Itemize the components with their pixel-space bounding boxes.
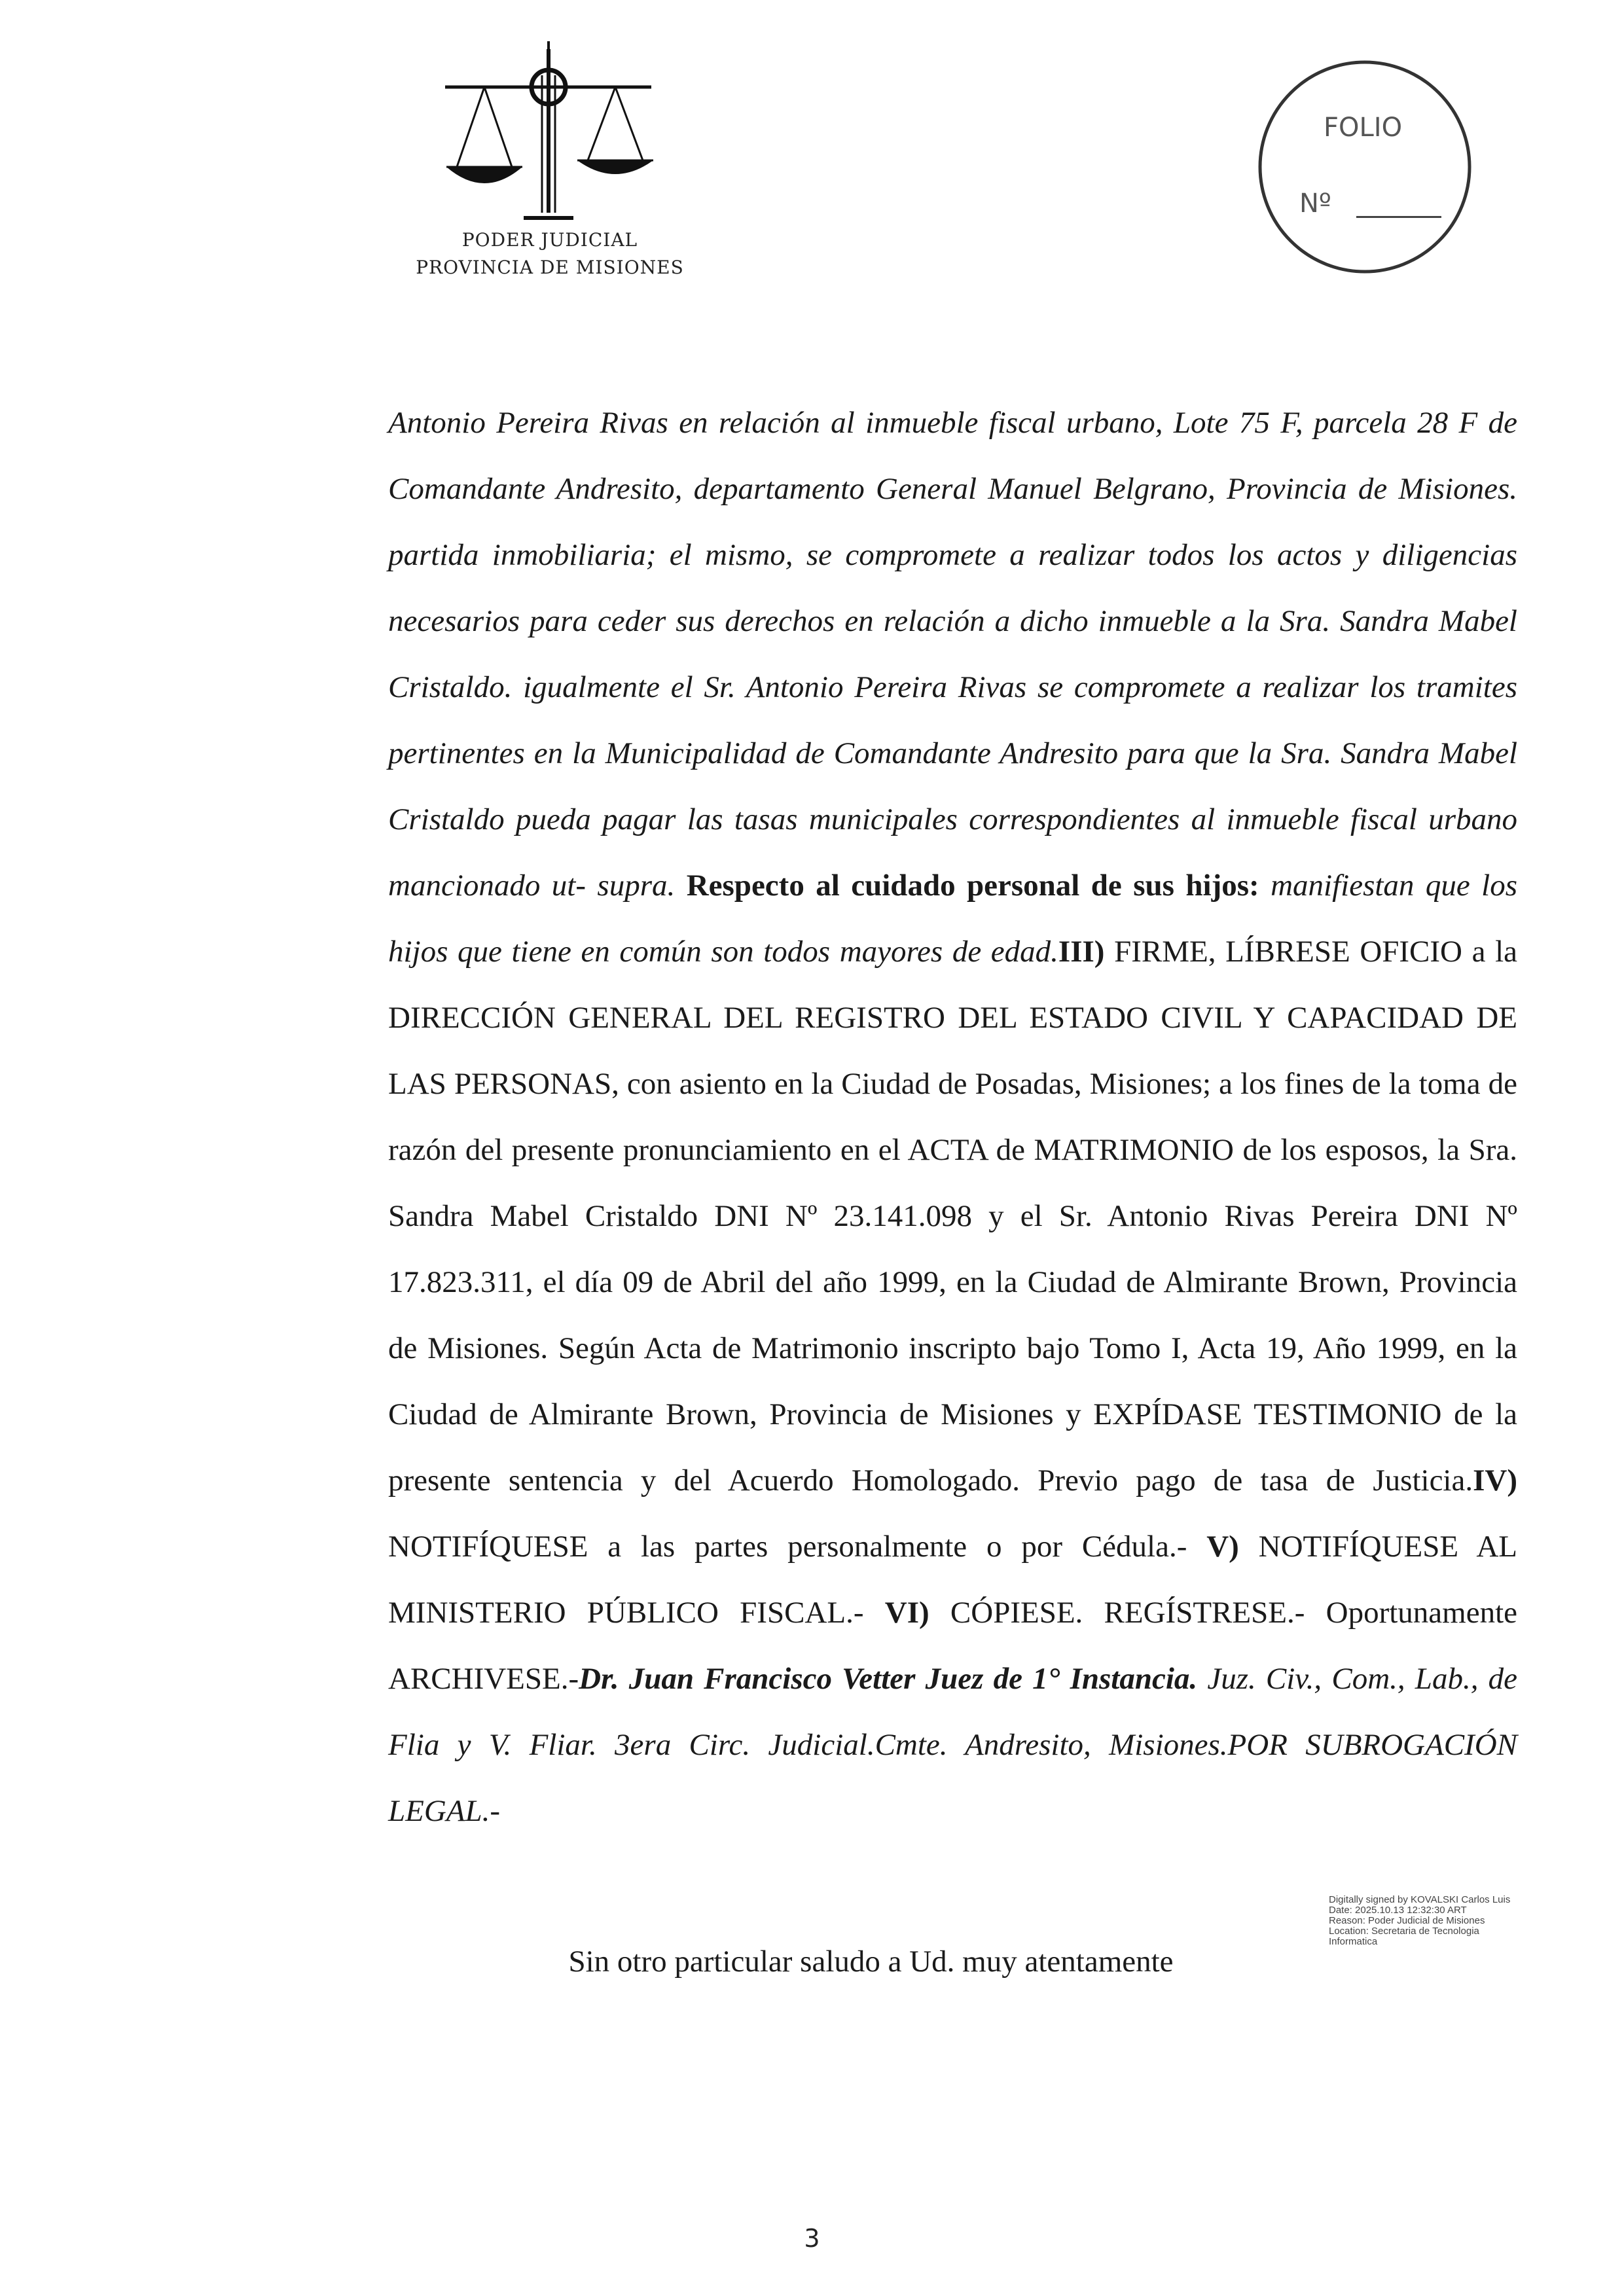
body-text: CÓPIESE. REGÍSTRESE.- Oportunamente ARCHIVESE.- bbox=[388, 1596, 1517, 1696]
logo-line-1: PODER JUDICIAL bbox=[461, 229, 638, 251]
section-marker-vi: VI) bbox=[884, 1596, 929, 1630]
body-text: NOTIFÍQUESE AL MINISTERIO PÚBLICO FISCAL.- bbox=[388, 1530, 1518, 1630]
closing-salutation: Sin otro particular saludo a Ud. muy atentamente bbox=[568, 1945, 1174, 1979]
body-text: NOTIFÍQUESE a las partes personalmente o por Cédula.- bbox=[388, 1530, 1187, 1564]
body-text: manifiestan que los hijos que tiene en común son todos mayores de edad. bbox=[388, 869, 1518, 969]
signature-line: Location: Secretaria de Tecnologia bbox=[1329, 1926, 1479, 1937]
folio-number-blank bbox=[1356, 216, 1441, 218]
court-designation: Juz. Civ., Com., Lab., de Flia y V. Fliar. 3era Circ. Judicial.Cmte. Andresito, Misiones.POR SUBROGACIÓN LEGAL.- bbox=[388, 1662, 1517, 1828]
section-marker-v: V) bbox=[1206, 1530, 1239, 1564]
signature-line: Date: 2025.10.13 12:32:30 ART bbox=[1329, 1905, 1467, 1916]
body-text: Antonio Pereira Rivas en relación al inmueble fiscal urbano, Lote 75 F, parcela 28 F de Comandante Andresito, departamento General Manuel Belgrano, Provincia de Misiones. partida inmobiliaria; el mismo, se compromete a realizar todos los actos y diligencias necesarios para ceder sus derechos en relación a dicho inmueble a la Sra. Sandra Mabel Cristaldo. igualmente el Sr. Antonio Pereira Rivas se compromete a realizar los tramites pertinentes en la Municipalidad de Comandante Andresito para que la Sra. Sandra Mabel Cristaldo pueda pagar las tasas municipales correspondientes al inmueble fiscal urbano mancionado ut- supra. bbox=[388, 406, 1517, 903]
body-text: FIRME, LÍBRESE OFICIO a la DIRECCIÓN GENERAL DEL REGISTRO DEL ESTADO CIVIL Y CAPACIDAD DE LAS PERSONAS, con asiento en la Ciudad de Posadas, Misiones; a los fines de la toma de razón del presente pronunciamiento en el ACTA de MATRIMONIO de los esposos, la Sra. Sandra Mabel Cristaldo DNI Nº 23.141.098 y el Sr. Antonio Rivas Pereira DNI Nº 17.823.311, el día 09 de Abril del año 1999, en la Ciudad de Almirante Brown, Provincia de Misiones. Según Acta de Matrimonio inscripto bajo Tomo I, Acta 19, Año 1999, en la Ciudad de Almirante Brown, Provincia de Misiones y EXPÍDASE TESTIMONIO de la presente sentencia y del Acuerdo Homologado. Previo pago de tasa de Justicia. bbox=[388, 935, 1517, 1498]
judge-signature-name: Dr. Juan Francisco Vetter Juez de 1° Instancia. bbox=[579, 1662, 1198, 1696]
scales-of-justice-icon bbox=[406, 36, 694, 239]
poder-judicial-logo bbox=[406, 36, 694, 298]
section-marker-iv: IV) bbox=[1473, 1463, 1517, 1498]
section-marker-iii: III) bbox=[1058, 935, 1105, 969]
signature-line: Informatica bbox=[1329, 1936, 1378, 1947]
signature-line: Digitally signed by KOVALSKI Carlos Luis bbox=[1329, 1894, 1511, 1905]
folio-number-label: Nº bbox=[1299, 188, 1331, 219]
body-heading-cuidado-personal: Respecto al cuidado personal de sus hijos: bbox=[686, 869, 1259, 903]
folio-stamp-circle bbox=[1254, 56, 1476, 278]
page-number: 3 bbox=[804, 2224, 820, 2253]
folio-label: FOLIO bbox=[1324, 113, 1403, 143]
document-body bbox=[388, 390, 1517, 1844]
logo-line-2: PROVINCIA DE MISIONES bbox=[416, 257, 684, 278]
digital-signature-block bbox=[1329, 1895, 1578, 1947]
signature-line: Reason: Poder Judicial de Misiones bbox=[1329, 1915, 1485, 1926]
